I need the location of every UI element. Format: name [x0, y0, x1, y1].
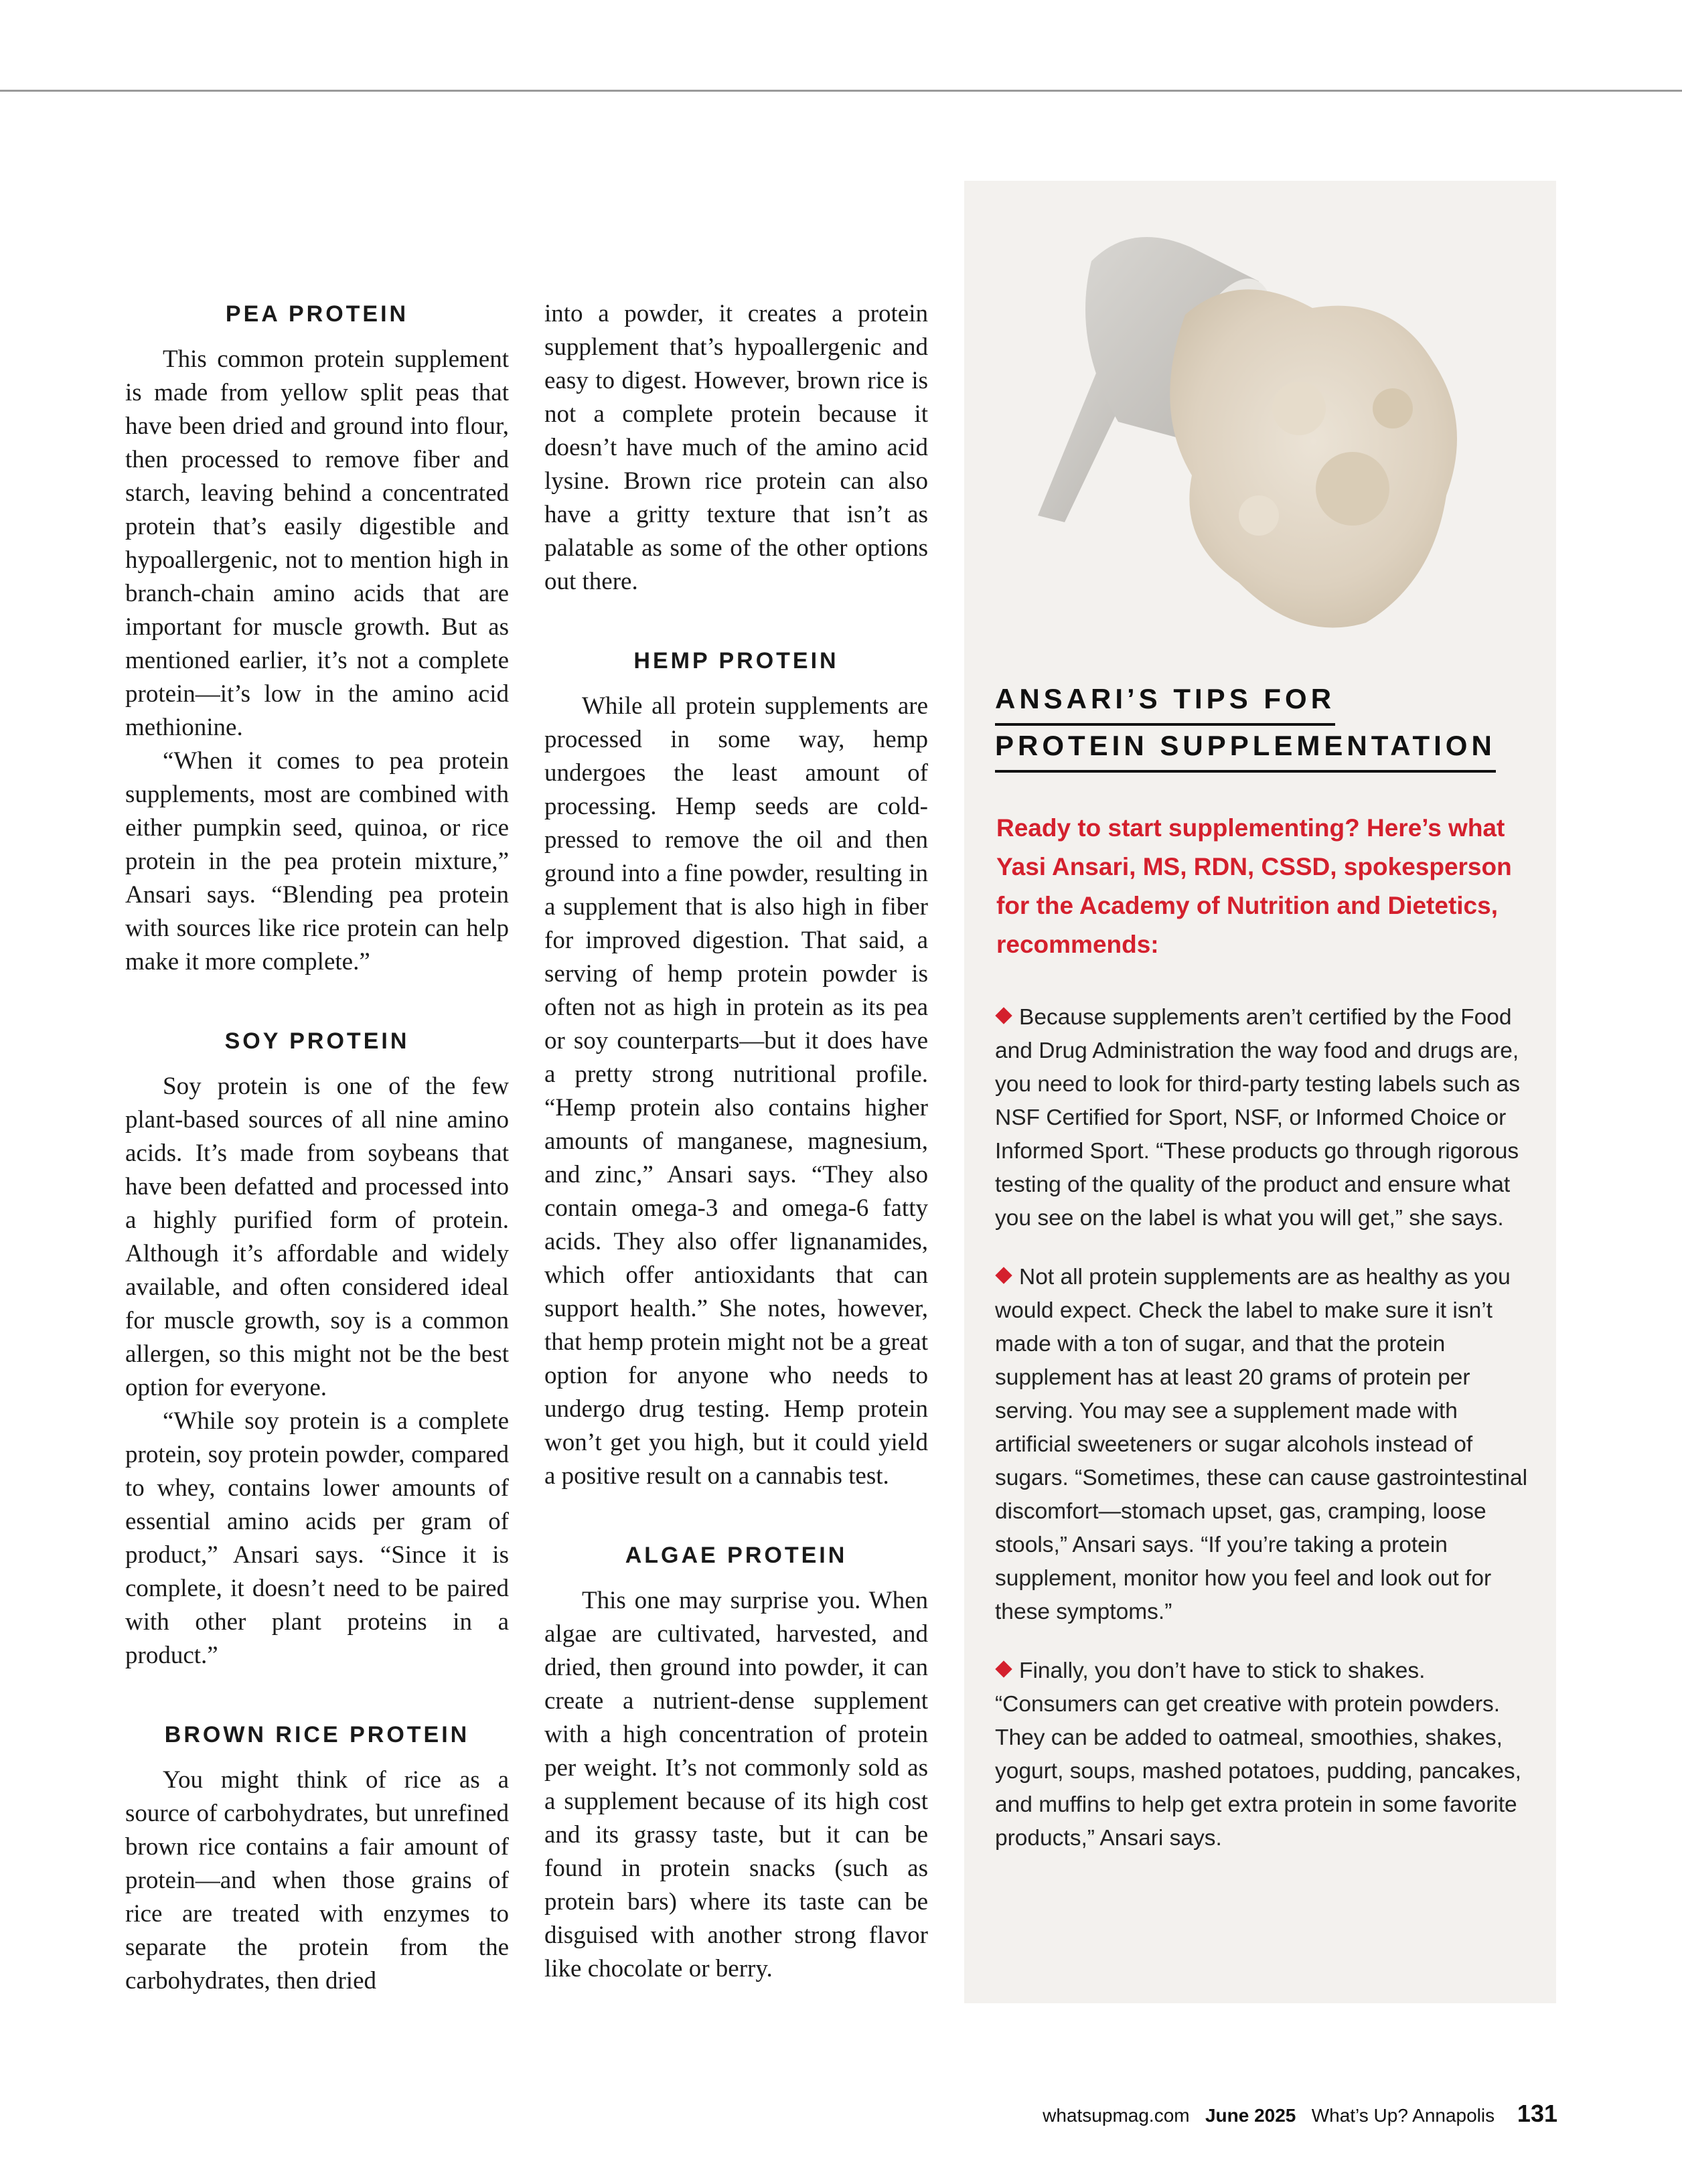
algae-protein-heading: ALGAE PROTEIN	[625, 1543, 848, 1568]
pea-paragraph-1: This common protein supplement is made from yellow split peas that have been dried and ground into flour, then processed to remove fiber and starch, leaving behind a concentrated protein that’s easily digestible and hypoallergenic, not to mention high in branch-chain amino acids that are important for muscle growth. But as mentioned earlier, it’s not a complete protein—it’s low in the amino acid methionine.	[125, 345, 509, 741]
footer-issue: June 2025	[1205, 2105, 1296, 2126]
footer-publication: What’s Up? Annapolis	[1311, 2105, 1495, 2126]
top-rule	[0, 90, 1682, 92]
tip-item: Finally, you don’t have to stick to shakes. “Consumers can get creative with protein powders. They can be added to oatmeal, smoothies, shakes, yogurt, soups, mashed potatoes, pudding, pancakes, and muffins to help get extra protein in some favorite products,” Ansari says.	[995, 1658, 1521, 1851]
brown-rice-paragraph-continued: into a powder, it creates a protein supplement that’s hypoallergenic and easy to digest. However, brown rice is not a complete protein because it doesn’t have much of the amino acid lysine. Brown rice protein can also have a gritty texture that isn’t as palatable as some of the other options out there.	[544, 300, 928, 595]
pea-protein-heading: PEA PROTEIN	[225, 301, 409, 327]
tips-sidebar	[964, 181, 1556, 2003]
sidebar-intro: Ready to start supplementing? Here’s what Yasi Ansari, MS, RDN, CSSD, spokesperson for the Academy of Nutrition and Dietetics, recommends:	[996, 814, 1512, 958]
hemp-paragraph: While all protein supplements are processed in some way, hemp undergoes the least amount of processing. Hemp seeds are cold-pressed to remove the oil and then ground into a fine powder, resulting in a supplement that is also high in fiber for improved digestion. That said, a serving of hemp protein powder is often not as high in protein as its pea or soy counterparts—but it does have a pretty strong nutritional profile. “Hemp protein also contains higher amounts of manganese, magnesium, and zinc,” Ansari says. “They also contain omega-3 and omega-6 fatty acids. They also offer lignanamides, which offer antioxidants that can support health.” She notes, however, that hemp protein might not be a great option for anyone who needs to undergo drug testing. Hemp protein won’t get you high, but it could yield a positive result on a cannabis test.	[544, 692, 928, 1490]
brown-rice-protein-heading: BROWN RICE PROTEIN	[164, 1722, 470, 1747]
page-number: 131	[1517, 2100, 1557, 2127]
brown-rice-paragraph: You might think of rice as a source of carbohydrates, but unrefined brown rice contains a fair amount of protein—and when those grains of rice are treated with enzymes to separate the protein from the carbohydrates, then dried	[125, 1766, 509, 1995]
column-2	[544, 297, 928, 1986]
algae-paragraph: This one may surprise you. When algae are cultivated, harvested, and dried, then ground into powder, it can create a nutrient-dense supplement with a high concentration of protein per weight. It’s not commonly sold as a supplement because of its high cost and its grassy taste, but it can be found in protein snacks (such as protein bars) where its taste can be disguised with another strong flavor like chocolate or berry.	[544, 1587, 928, 1982]
sidebar-heading-line-2: PROTEIN SUPPLEMENTATION	[995, 728, 1496, 773]
hemp-protein-heading: HEMP PROTEIN	[633, 648, 839, 674]
red-diamond-bullet-icon	[995, 1007, 1012, 1024]
protein-powder-scoop-photo	[1018, 208, 1507, 663]
soy-paragraph-2: “While soy protein is a complete protein, soy protein powder, compared to whey, contains lower amounts of essential amino acids per gram of product,” Ansari says. “Since it is complete, it doesn’t need to be paired with other plant proteins in a product.”	[125, 1407, 509, 1669]
sidebar-heading-line-1: ANSARI’S TIPS FOR	[995, 682, 1335, 726]
tip-item: Not all protein supplements are as healthy as you would expect. Check the label to make sure it isn’t made with a ton of sugar, and that the protein supplement has at least 20 grams of protein per serving. You may see a supplement made with artificial sweeteners or sugar alcohols instead of sugars. “Sometimes, these can cause gastrointestinal discomfort—stomach upset, gas, cramping, loose stools,” Ansari says. “If you’re taking a protein supplement, monitor how you feel and look out for these symptoms.”	[995, 1265, 1528, 1624]
pea-paragraph-2: “When it comes to pea protein supplements, most are combined with either pumpkin seed, quinoa, or rice protein in the pea protein mixture,” Ansari says. “Blending pea protein with sources like rice protein can help make it more complete.”	[125, 747, 509, 976]
red-diamond-bullet-icon	[995, 1267, 1012, 1283]
red-diamond-bullet-icon	[995, 1660, 1012, 1677]
soy-protein-heading: SOY PROTEIN	[224, 1028, 410, 1054]
column-1	[125, 297, 509, 1998]
tips-list	[995, 1001, 1531, 1881]
page-footer	[1043, 2100, 1557, 2128]
footer-site: whatsupmag.com	[1043, 2105, 1190, 2126]
soy-paragraph-1: Soy protein is one of the few plant-based sources of all nine amino acids. It’s made from soybeans that have been defatted and processed into a highly purified form of protein. Although it’s affordable and widely available, and often considered ideal for muscle growth, soy is a common allergen, so this might not be the best option for everyone.	[125, 1073, 509, 1401]
tip-item: Because supplements aren’t certified by the Food and Drug Administration the way food and drugs are, you need to look for third-party testing labels such as NSF Certified for Sport, NSF, or Informed Choice or Informed Sport. “These products go through rigorous testing of the quality of the product and ensure what you see on the label is what you will get,” she says.	[995, 1005, 1520, 1231]
